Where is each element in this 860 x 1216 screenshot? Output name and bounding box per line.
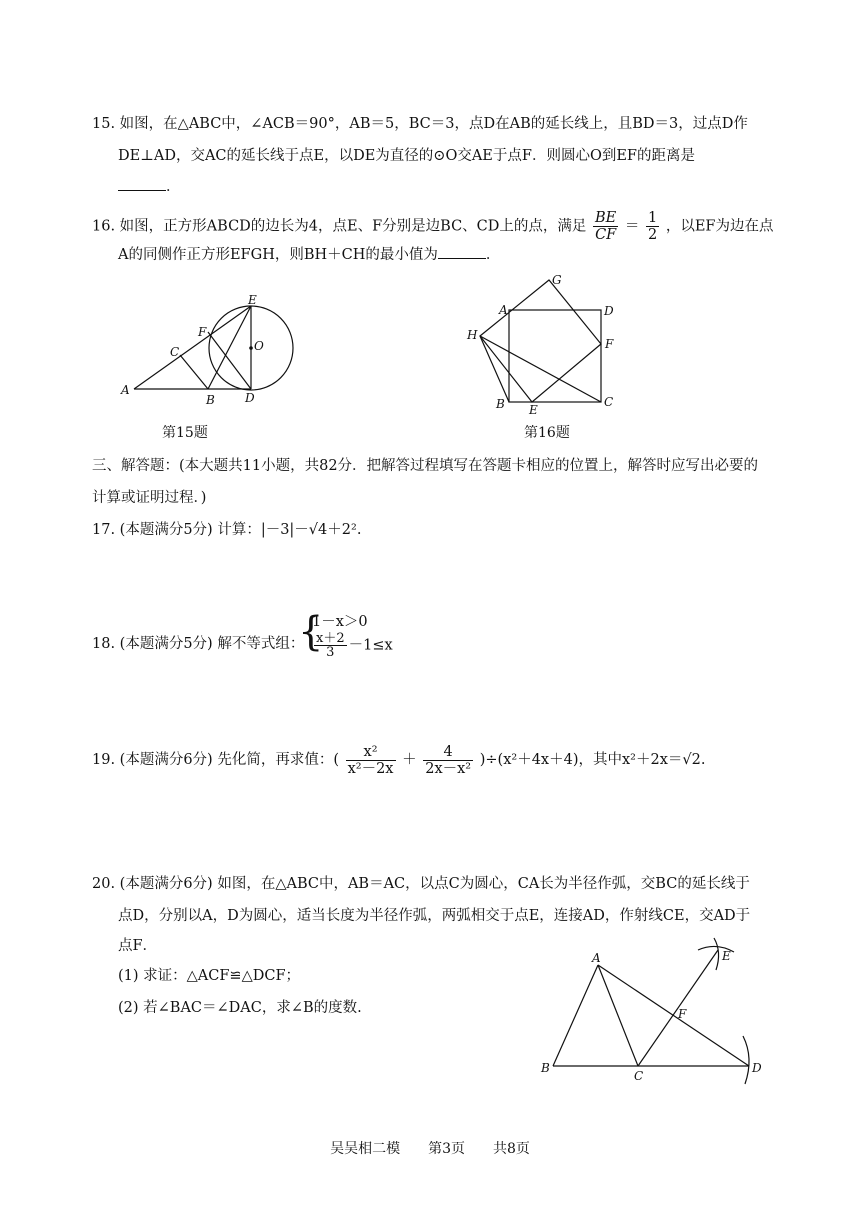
label-a: A xyxy=(499,303,508,317)
brace: { xyxy=(298,609,324,655)
q16-line1: 16. 如图，正方形ABCD的边长为4，点E、F分别是边BC、CD上的点，满足 $\frac{BE}{CF}$ ＝ $\frac{1}{2}$ ，以EF为边在点 xyxy=(92,210,774,243)
fraction-1: $\frac{\text{x²}}{\text{x²－2x}}$ xyxy=(347,743,394,777)
page-footer: 吴吴相二模 第3页 共8页 xyxy=(330,1141,530,1157)
label-e: E xyxy=(722,949,731,963)
answer-blank xyxy=(118,176,166,191)
figure-16 xyxy=(462,268,632,418)
inequality-1: 1－x＞0 xyxy=(312,614,368,630)
segment-ae xyxy=(134,306,251,389)
label-o: O xyxy=(254,339,264,353)
label-d: D xyxy=(752,1061,762,1075)
label-a: A xyxy=(121,383,130,397)
label-d: D xyxy=(245,391,255,405)
label-b: B xyxy=(541,1061,550,1075)
segment-be xyxy=(208,306,251,389)
q20-part1: (1) 求证：△ACF≌△DCF； xyxy=(118,968,301,984)
q16-line2: A的同侧作正方形EFGH，则BH＋CH的最小值为 ． xyxy=(118,244,500,265)
segment-hc xyxy=(480,336,601,402)
segment-hb xyxy=(480,336,509,402)
figure-20 xyxy=(530,930,770,1090)
fraction-be-cf: $\frac{BE}{CF}$ xyxy=(595,210,617,243)
inequality-system xyxy=(298,609,418,660)
label-f: F xyxy=(198,325,207,339)
arc-at-d xyxy=(743,1036,749,1084)
square-efgh xyxy=(480,280,601,402)
center-o xyxy=(249,346,253,350)
answer-blank xyxy=(438,244,486,259)
label-b: B xyxy=(206,393,215,407)
q15-line1: 15. 如图，在△ABC中，∠ACB＝90°，AB＝5，BC＝3，点D在AB的延长线上，且BD＝3，过点D作 xyxy=(92,116,748,132)
q15-line3: ． xyxy=(118,176,181,197)
label-c: C xyxy=(170,345,180,359)
label-b: B xyxy=(496,397,505,411)
fraction-2: $\frac{4}{\text{2x－x²}}$ xyxy=(425,743,472,777)
fraction-one-half: $\frac{1}{2}$ xyxy=(647,210,658,243)
label-a: A xyxy=(592,951,601,965)
label-e: E xyxy=(529,403,538,417)
segment-fd xyxy=(208,332,251,389)
q18-prefix: 18. (本题满分5分) 解不等式组： xyxy=(92,636,305,652)
segment-ac xyxy=(598,965,638,1066)
inequality-2: $\frac{x+2}{3}$ －1≤x xyxy=(316,631,393,660)
q20-line2: 点D，分别以A，D为圆心，适当长度为半径作弧，两弧相交于点E，连接AD，作射线CE，交AD于 xyxy=(118,908,751,924)
segment-ab xyxy=(553,965,598,1066)
q20-line3: 点F． xyxy=(118,938,158,954)
section3-line2: 计算或证明过程．) xyxy=(92,490,207,506)
q19-text: 19. (本题满分6分) 先化简，再求值：( $\frac{\text{x²}}{\text{x²－2x}}$ ＋ $\frac{4}{\text{2x－x²}}$ )÷(x²＋4x＋4)，其中x²＋2x＝√2. xyxy=(92,743,706,777)
label-c: C xyxy=(604,395,614,409)
section3-line1: 三、解答题：(本大题共11小题，共82分．把解答过程填写在答题卡相应的位置上，解答时应写出必要的 xyxy=(92,458,759,474)
q20-line1: 20. (本题满分6分) 如图，在△ABC中，AB＝AC，以点C为圆心，CA长为半径作弧，交BC的延长线于 xyxy=(92,876,750,892)
label-f: F xyxy=(605,337,614,351)
label-e: E xyxy=(248,293,257,307)
figure-15-caption: 第15题 xyxy=(162,425,208,441)
label-h: H xyxy=(467,328,478,342)
q17-text: 17. (本题满分5分) 计算：|－3|－√4＋2². xyxy=(92,522,362,538)
q20-part2: (2) 若∠BAC＝∠DAC，求∠B的度数. xyxy=(118,1000,362,1016)
label-g: G xyxy=(552,273,562,287)
fraction-x-plus-2-over-3: $\frac{x+2}{3}$ xyxy=(316,631,345,660)
label-d: D xyxy=(604,304,614,318)
segment-cb xyxy=(180,355,208,389)
figure-16-caption: 第16题 xyxy=(524,425,570,441)
figure-15 xyxy=(112,290,312,415)
label-c: C xyxy=(634,1069,644,1083)
q15-line2: DE⊥AD，交AC的延长线于点E，以DE为直径的⊙O交AE于点F．则圆心O到EF的距离是 xyxy=(118,148,695,164)
label-f: F xyxy=(678,1007,687,1021)
